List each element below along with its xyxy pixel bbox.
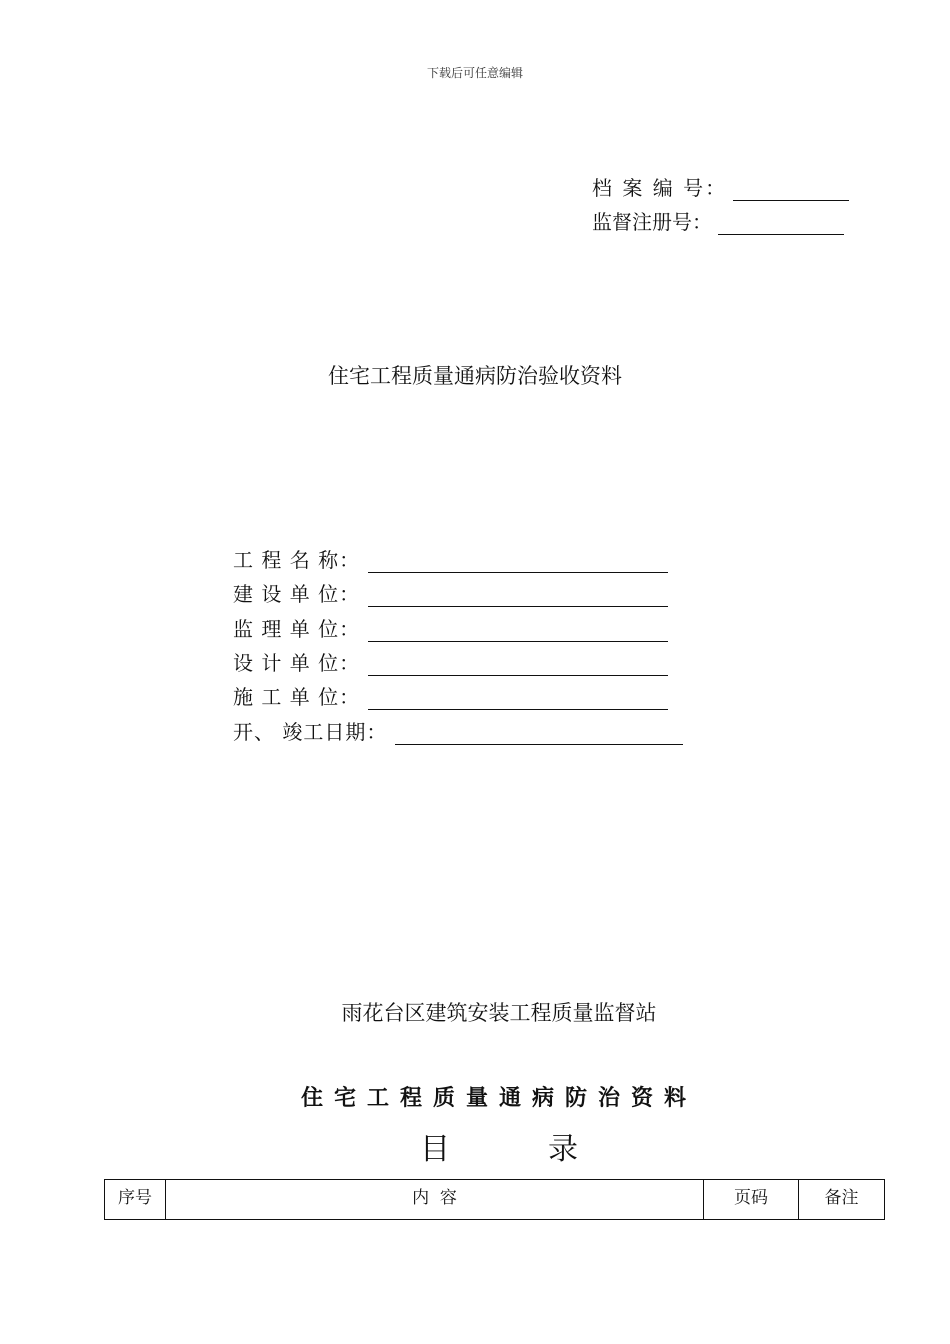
dates-blank[interactable] [395, 724, 683, 745]
toc-header-row [105, 1180, 885, 1220]
archive-number-label: 档 案 编 号： [592, 176, 728, 200]
contractor-label: 施 工 单 位： [233, 685, 361, 709]
dates-label: 开、 竣工日期： [233, 720, 388, 744]
construction-unit-row [233, 578, 668, 607]
organization-name: 雨花台区建筑安装工程质量监督站 [341, 1001, 657, 1025]
registration-number-blank[interactable] [718, 212, 844, 235]
toc-heading-right: 录 [548, 1132, 578, 1167]
archive-number-row [592, 172, 849, 201]
design-unit-row [233, 647, 668, 676]
column-header-content: 内 容 [166, 1180, 704, 1220]
construction-unit-blank[interactable] [368, 586, 668, 607]
registration-number-label: 监督注册号： [592, 210, 712, 234]
archive-number-blank[interactable] [733, 178, 849, 201]
contractor-row [233, 681, 668, 710]
supervision-unit-label: 监 理 单 位： [233, 617, 361, 641]
construction-unit-label: 建 设 单 位： [233, 582, 361, 606]
toc-table [104, 1179, 885, 1220]
contractor-blank[interactable] [368, 689, 668, 710]
column-header-page: 页码 [704, 1180, 799, 1220]
toc-heading-left: 目 [420, 1132, 450, 1167]
dates-row [233, 716, 683, 745]
project-name-blank[interactable] [368, 552, 668, 573]
header-note: 下载后可任意编辑 [426, 66, 523, 80]
design-unit-blank[interactable] [368, 655, 668, 676]
project-name-label: 工 程 名 称： [233, 548, 361, 572]
supervision-unit-row [233, 613, 668, 642]
design-unit-label: 设 计 单 位： [233, 651, 361, 675]
supervision-unit-blank[interactable] [368, 621, 668, 642]
main-title: 住宅工程质量通病防治验收资料 [328, 364, 622, 388]
project-name-row [233, 544, 668, 573]
column-header-remarks: 备注 [799, 1180, 885, 1220]
column-header-number: 序号 [105, 1180, 166, 1220]
toc-title: 住宅工程质量通病防治资料 [300, 1086, 697, 1111]
registration-number-row [592, 206, 844, 235]
